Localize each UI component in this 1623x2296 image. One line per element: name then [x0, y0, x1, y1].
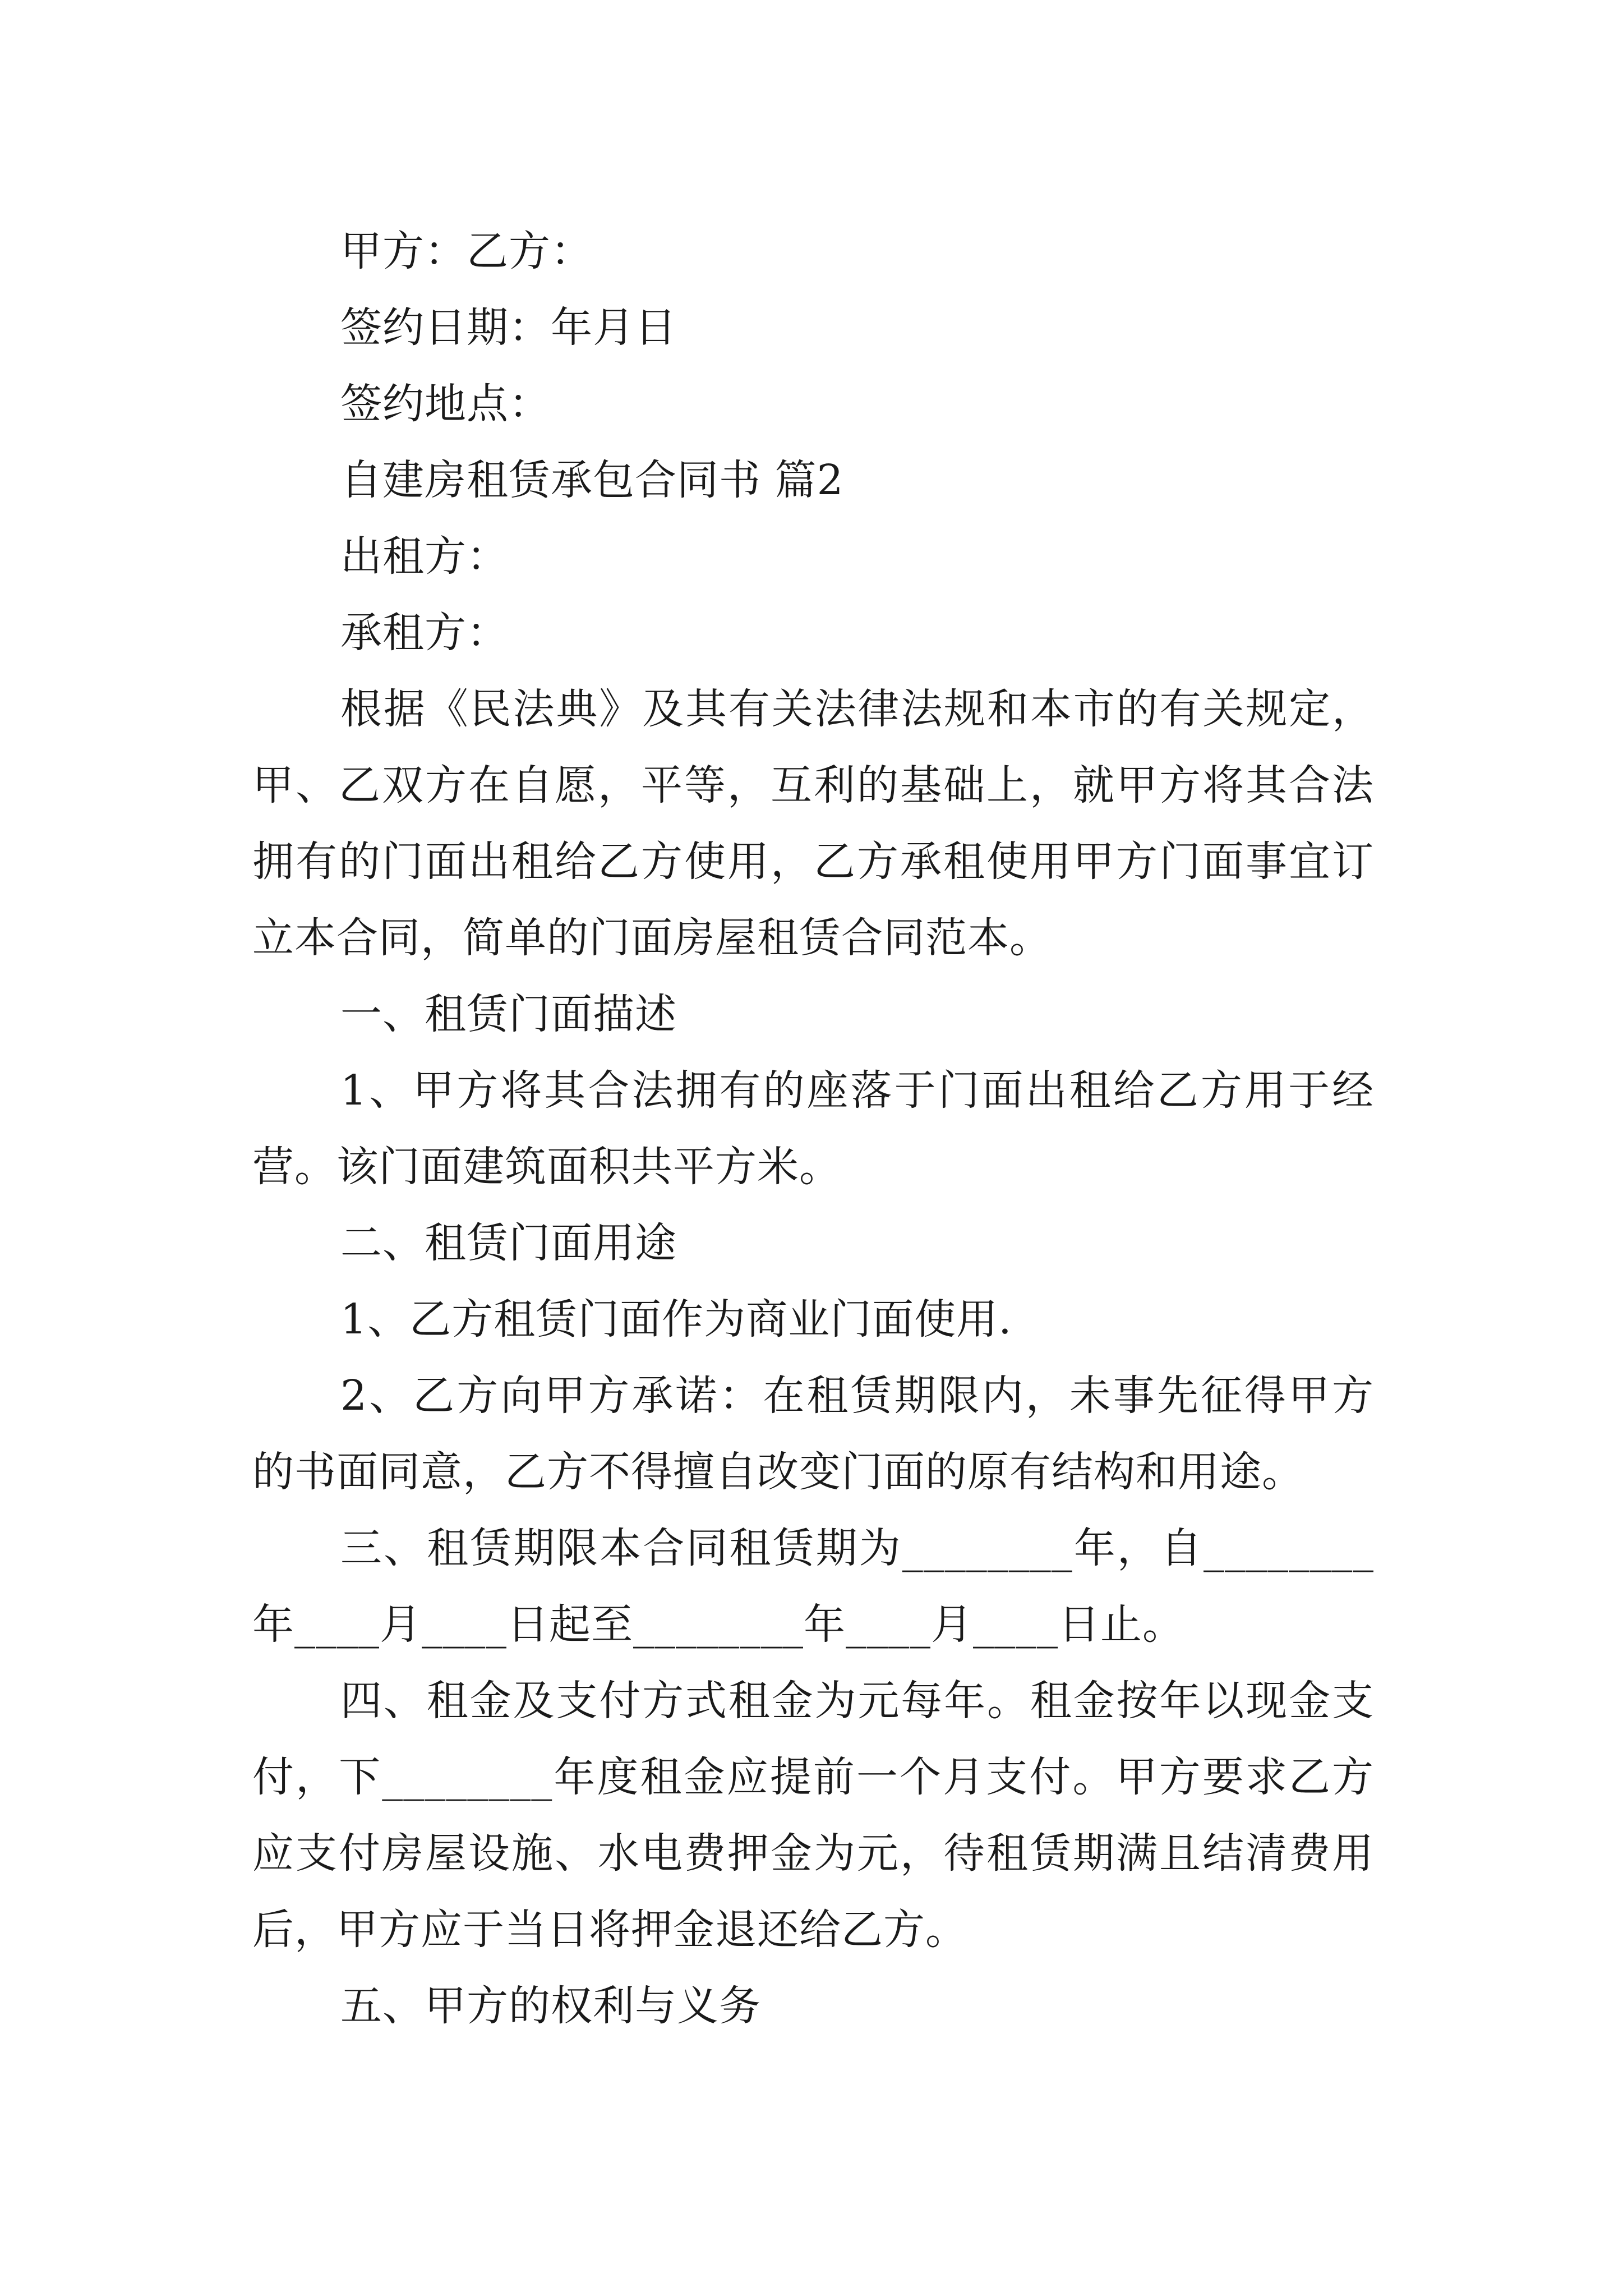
- signing-date-line: 签约日期：年月日: [340, 303, 677, 352]
- party-line: 甲方：乙方：: [340, 227, 593, 275]
- section-3-lease-term: 三、租赁期限本合同租赁期为________年，自________年____月____日起至________年____月____日止。: [252, 1524, 1374, 1649]
- section-heading-2: 二、租赁门面用途: [340, 1219, 677, 1267]
- section-heading-1: 一、租赁门面描述: [340, 990, 677, 1038]
- contract-title: 自建房租赁承包合同书 篇2: [340, 456, 844, 504]
- section-heading-5: 五、甲方的权利与义务: [340, 1982, 761, 2030]
- preamble-paragraph: 根据《民法典》及其有关法律法规和本市的有关规定，甲、乙双方在自愿，平等，互利的基础上，就甲方将其合法拥有的门面出租给乙方使用，乙方承租使用甲方门面事宜订立本合同，简单的门面房屋租赁合同范本。: [252, 685, 1374, 962]
- clause-1-1: 1、甲方将其合法拥有的座落于门面出租给乙方用于经营。该门面建筑面积共平方米。: [252, 1066, 1374, 1191]
- signing-place-line: 签约地点：: [340, 380, 551, 428]
- clause-2-2: 2、乙方向甲方承诺：在租赁期限内，未事先征得甲方的书面同意，乙方不得擅自改变门面的原有结构和用途。: [252, 1372, 1374, 1496]
- lessee-line: 承租方：: [340, 609, 509, 657]
- document-body: [252, 213, 1374, 2044]
- clause-2-1: 1、乙方租赁门面作为商业门面使用.: [340, 1295, 1012, 1343]
- section-4-rent-payment: 四、租金及支付方式租金为元每年。租金按年以现金支付，下________年度租金应提前一个月支付。甲方要求乙方应支付房屋设施、水电费押金为元，待租赁期满且结清费用后，甲方应于当日将押金退还给乙方。: [252, 1677, 1374, 1954]
- lessor-line: 出租方：: [340, 532, 509, 581]
